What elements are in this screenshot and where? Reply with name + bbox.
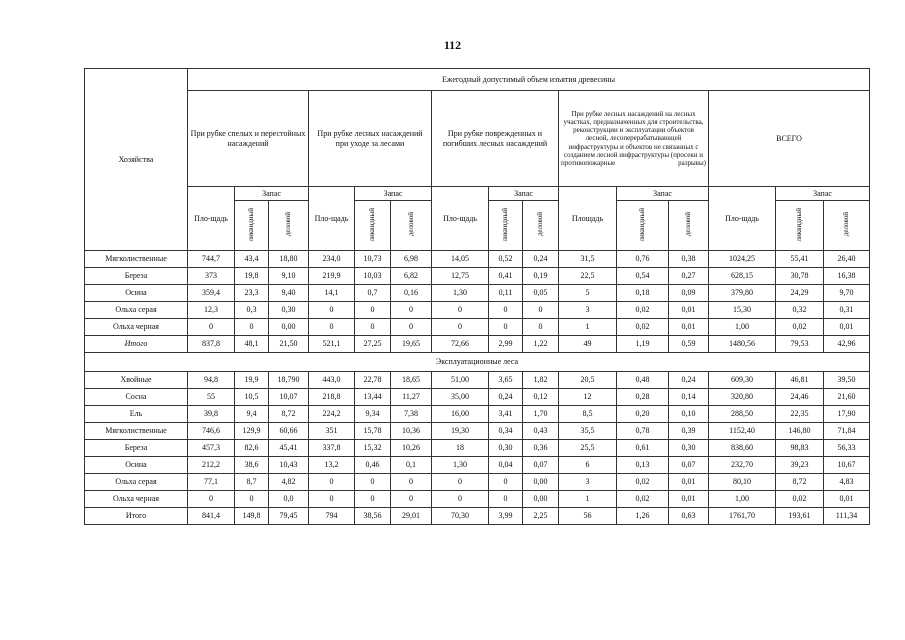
table-cell: 1,26: [617, 508, 669, 525]
table-cell: 0,01: [824, 491, 870, 508]
lower-section: [85, 372, 870, 525]
table-cell: 56,33: [824, 440, 870, 457]
table-cell: 320,80: [709, 389, 776, 406]
table-cell: 31,5: [559, 251, 617, 268]
table-cell: 0,12: [523, 389, 559, 406]
table-cell: 18,65: [391, 372, 432, 389]
table-cell: 373: [188, 268, 235, 285]
table-cell: 72,66: [432, 336, 489, 353]
table-row: [85, 423, 870, 440]
table-cell: 0,07: [669, 457, 709, 474]
row-label: Ольха черная: [85, 491, 188, 508]
table-cell: 0,11: [489, 285, 523, 302]
group-total-header: ВСЕГО: [709, 91, 870, 187]
table-cell: 0: [391, 491, 432, 508]
table-cell: 0,43: [523, 423, 559, 440]
area-header: Пло-щадь: [188, 187, 235, 251]
table-cell: 0,38: [669, 251, 709, 268]
table-cell: 0: [355, 302, 391, 319]
table-cell: 8,72: [776, 474, 824, 491]
table-cell: 29,01: [391, 508, 432, 525]
table-cell: 0,00: [269, 319, 309, 336]
table-cell: 3,99: [489, 508, 523, 525]
table-cell: 6,98: [391, 251, 432, 268]
table-cell: 0: [355, 474, 391, 491]
table-cell: 22,35: [776, 406, 824, 423]
stock-header: Запас: [355, 187, 432, 201]
table-cell: 10,07: [269, 389, 309, 406]
liquid-header: ликвидный: [235, 201, 269, 251]
table-cell: 46,81: [776, 372, 824, 389]
table-cell: 10,03: [355, 268, 391, 285]
table-cell: 10,36: [391, 423, 432, 440]
table-cell: 0: [188, 319, 235, 336]
table-cell: 0: [489, 302, 523, 319]
table-cell: 79,45: [269, 508, 309, 525]
area-header: Пло-щадь: [432, 187, 489, 251]
table-cell: 0,02: [776, 491, 824, 508]
table-cell: 1480,56: [709, 336, 776, 353]
table-cell: 77,1: [188, 474, 235, 491]
table-row: [85, 251, 870, 268]
row-label: Береза: [85, 268, 188, 285]
table-cell: 1761,70: [709, 508, 776, 525]
table-cell: 26,40: [824, 251, 870, 268]
total-row: [85, 508, 870, 525]
table-cell: 18: [432, 440, 489, 457]
table-cell: 0,13: [617, 457, 669, 474]
table-cell: 0,24: [489, 389, 523, 406]
table-cell: 1,22: [523, 336, 559, 353]
table-cell: 19,9: [235, 372, 269, 389]
table-cell: 14,05: [432, 251, 489, 268]
table-row: [85, 302, 870, 319]
table-row: [85, 406, 870, 423]
table-cell: 0,63: [669, 508, 709, 525]
table-cell: 744,7: [188, 251, 235, 268]
table-cell: 628,15: [709, 268, 776, 285]
business-header: деловой: [523, 201, 559, 251]
table-cell: 1,30: [432, 285, 489, 302]
table-cell: 0,24: [523, 251, 559, 268]
table-cell: 224,2: [309, 406, 355, 423]
table-cell: 12,3: [188, 302, 235, 319]
table-cell: 379,80: [709, 285, 776, 302]
table-cell: 0: [489, 491, 523, 508]
table-cell: 38,6: [235, 457, 269, 474]
table-cell: 79,53: [776, 336, 824, 353]
table-cell: 9,40: [269, 285, 309, 302]
row-label: Ольха серая: [85, 302, 188, 319]
table-cell: 10,26: [391, 440, 432, 457]
table-cell: 22,78: [355, 372, 391, 389]
table-cell: 0: [391, 302, 432, 319]
table-cell: 218,8: [309, 389, 355, 406]
table-cell: 13,2: [309, 457, 355, 474]
table-cell: 8,5: [559, 406, 617, 423]
table-cell: 0,01: [669, 319, 709, 336]
liquid-header: ликвидный: [489, 201, 523, 251]
table-cell: 0,09: [669, 285, 709, 302]
table-cell: 146,80: [776, 423, 824, 440]
table-cell: 24,29: [776, 285, 824, 302]
table-cell: 51,00: [432, 372, 489, 389]
table-row: [85, 268, 870, 285]
row-label: Ель: [85, 406, 188, 423]
table-cell: 609,30: [709, 372, 776, 389]
table-cell: 5: [559, 285, 617, 302]
table-cell: 0: [489, 319, 523, 336]
table-cell: 212,2: [188, 457, 235, 474]
table-cell: 234,0: [309, 251, 355, 268]
table-cell: 0,1: [391, 457, 432, 474]
table-cell: 3: [559, 474, 617, 491]
table-cell: 838,60: [709, 440, 776, 457]
table-cell: 15,32: [355, 440, 391, 457]
table-cell: 0,04: [489, 457, 523, 474]
table-cell: 0,01: [669, 474, 709, 491]
table-cell: 0: [309, 302, 355, 319]
table-cell: 0,16: [391, 285, 432, 302]
business-header: деловой: [269, 201, 309, 251]
table-cell: 1,70: [523, 406, 559, 423]
table-cell: 0: [355, 491, 391, 508]
table-cell: 0,02: [617, 474, 669, 491]
table-cell: 0,48: [617, 372, 669, 389]
area-header: Пло-щадь: [709, 187, 776, 251]
group-damaged-header: При рубке поврежденных и погибших лесных насаждений: [432, 91, 559, 187]
table-cell: 0,24: [669, 372, 709, 389]
group-infrastructure-header: При рубке лесных насаждений на лесных участках, предназначенных для строительства, реконструкции и эксплуатации объектов лесной, лесоперерабатывающей инфраструктуры и объектов не связанных с созданием лесной инфраструктуры (просеки и противопожарные разрывы): [559, 91, 709, 187]
section-title: Эксплуатационные леса: [85, 353, 870, 372]
table-cell: 10,5: [235, 389, 269, 406]
table-cell: 0: [432, 491, 489, 508]
table-cell: 4,83: [824, 474, 870, 491]
table-cell: 82,6: [235, 440, 269, 457]
row-label: Осина: [85, 457, 188, 474]
table-cell: 359,4: [188, 285, 235, 302]
table-cell: 0,18: [617, 285, 669, 302]
table-cell: 10,67: [824, 457, 870, 474]
table-cell: 30,78: [776, 268, 824, 285]
table-cell: 337,8: [309, 440, 355, 457]
table-cell: 17,90: [824, 406, 870, 423]
table-cell: 39,50: [824, 372, 870, 389]
table-cell: 0,32: [776, 302, 824, 319]
table-cell: 1: [559, 319, 617, 336]
table-cell: 0,7: [355, 285, 391, 302]
stock-header: Запас: [617, 187, 709, 201]
table-cell: 0,30: [269, 302, 309, 319]
stock-header: Запас: [235, 187, 309, 201]
table-cell: 0,0: [269, 491, 309, 508]
business-header: деловой: [669, 201, 709, 251]
table-cell: 6,82: [391, 268, 432, 285]
table-cell: 22,5: [559, 268, 617, 285]
table-cell: 9,10: [269, 268, 309, 285]
table-cell: 0,00: [523, 474, 559, 491]
table-cell: 0,01: [669, 302, 709, 319]
table-cell: 521,1: [309, 336, 355, 353]
table-cell: 1: [559, 491, 617, 508]
table-cell: 35,00: [432, 389, 489, 406]
table-cell: 19,65: [391, 336, 432, 353]
table-cell: 0: [309, 474, 355, 491]
table-cell: 8,72: [269, 406, 309, 423]
table-cell: 1,30: [432, 457, 489, 474]
table-cell: 38,56: [355, 508, 391, 525]
table-cell: 0,28: [617, 389, 669, 406]
table-cell: 60,66: [269, 423, 309, 440]
table-cell: 2,25: [523, 508, 559, 525]
table-cell: 0,19: [523, 268, 559, 285]
stock-header: Запас: [489, 187, 559, 201]
table-cell: 3,65: [489, 372, 523, 389]
table-row: [85, 285, 870, 302]
row-label: Хвойные: [85, 372, 188, 389]
table-cell: 1,00: [709, 319, 776, 336]
row-label: Мягколиственные: [85, 251, 188, 268]
table-cell: 12: [559, 389, 617, 406]
table-row: [85, 440, 870, 457]
liquid-header: ликвидный: [776, 201, 824, 251]
table-cell: 0,14: [669, 389, 709, 406]
farms-header: Хозяйства: [85, 69, 188, 251]
table-cell: 0: [235, 491, 269, 508]
table-cell: 232,70: [709, 457, 776, 474]
table-cell: 7,38: [391, 406, 432, 423]
table-cell: 70,30: [432, 508, 489, 525]
table-cell: 0,36: [523, 440, 559, 457]
timber-harvest-table: [84, 68, 870, 525]
table-cell: 794: [309, 508, 355, 525]
row-label: Сосна: [85, 389, 188, 406]
table-cell: 0,76: [617, 251, 669, 268]
table-cell: 0,3: [235, 302, 269, 319]
table-cell: 457,3: [188, 440, 235, 457]
table-cell: 149,8: [235, 508, 269, 525]
table-cell: 0,02: [617, 319, 669, 336]
table-cell: 0,54: [617, 268, 669, 285]
table-cell: 0,00: [523, 491, 559, 508]
table-cell: 9,34: [355, 406, 391, 423]
table-cell: 0,07: [523, 457, 559, 474]
table-cell: 21,60: [824, 389, 870, 406]
table-cell: 25,5: [559, 440, 617, 457]
table-cell: 0,02: [776, 319, 824, 336]
table-cell: 0,61: [617, 440, 669, 457]
row-label: Мягколиственные: [85, 423, 188, 440]
table-cell: 0,41: [489, 268, 523, 285]
page-number: 112: [443, 38, 462, 52]
business-header: деловой: [391, 201, 432, 251]
table-cell: 55: [188, 389, 235, 406]
table-cell: 56: [559, 508, 617, 525]
main-title: Ежегодный допустимый объем изъятия древесины: [188, 69, 870, 91]
table-cell: 8,7: [235, 474, 269, 491]
table-cell: 129,9: [235, 423, 269, 440]
table-row: [85, 474, 870, 491]
table-cell: 42,96: [824, 336, 870, 353]
table-cell: 0,59: [669, 336, 709, 353]
table-cell: 0: [355, 319, 391, 336]
table-cell: 20,5: [559, 372, 617, 389]
table-cell: 27,25: [355, 336, 391, 353]
table-cell: 98,83: [776, 440, 824, 457]
table-cell: 0,78: [617, 423, 669, 440]
table-cell: 23,3: [235, 285, 269, 302]
table-cell: 71,84: [824, 423, 870, 440]
table-cell: 80,10: [709, 474, 776, 491]
table-cell: 0: [523, 319, 559, 336]
table-row: [85, 372, 870, 389]
table-cell: 0: [309, 319, 355, 336]
table-cell: 45,41: [269, 440, 309, 457]
table-cell: 24,46: [776, 389, 824, 406]
table-cell: 3,41: [489, 406, 523, 423]
table-cell: 193,61: [776, 508, 824, 525]
table-cell: 1,82: [523, 372, 559, 389]
table-cell: 0,30: [669, 440, 709, 457]
table-cell: 0,10: [669, 406, 709, 423]
table-cell: 9,70: [824, 285, 870, 302]
business-header: деловой: [824, 201, 870, 251]
table-cell: 35,5: [559, 423, 617, 440]
table-cell: 443,0: [309, 372, 355, 389]
row-label: Ольха черная: [85, 319, 188, 336]
table-cell: 1152,40: [709, 423, 776, 440]
table-cell: 219,9: [309, 268, 355, 285]
table-cell: 10,43: [269, 457, 309, 474]
table-cell: 0,34: [489, 423, 523, 440]
table-cell: 0,52: [489, 251, 523, 268]
liquid-header: ликвидный: [617, 201, 669, 251]
table-cell: 0,02: [617, 491, 669, 508]
table-cell: 16,38: [824, 268, 870, 285]
table-row: [85, 389, 870, 406]
row-label: Ольха серая: [85, 474, 188, 491]
table-cell: 351: [309, 423, 355, 440]
table-cell: 0,01: [824, 319, 870, 336]
table-cell: 43,4: [235, 251, 269, 268]
table-cell: 48,1: [235, 336, 269, 353]
row-label: Береза: [85, 440, 188, 457]
table-cell: 0,20: [617, 406, 669, 423]
table-cell: 0: [391, 474, 432, 491]
table-cell: 0: [391, 319, 432, 336]
table-cell: 1,00: [709, 491, 776, 508]
liquid-header: ликвидный: [355, 201, 391, 251]
table-cell: 0: [523, 302, 559, 319]
table-cell: 13,44: [355, 389, 391, 406]
table-cell: 0: [489, 474, 523, 491]
row-label: Итого: [85, 336, 188, 353]
upper-section: [85, 251, 870, 353]
table-cell: 0: [235, 319, 269, 336]
row-label: Итого: [85, 508, 188, 525]
table-cell: 15,30: [709, 302, 776, 319]
table-cell: 18,80: [269, 251, 309, 268]
group-mature-header: При рубке спелых и перестойных насаждений: [188, 91, 309, 187]
row-label: Осина: [85, 285, 188, 302]
table-cell: 39,8: [188, 406, 235, 423]
section-divider: [85, 353, 870, 372]
table-cell: 55,41: [776, 251, 824, 268]
table-cell: 19,30: [432, 423, 489, 440]
table-cell: 0: [309, 491, 355, 508]
stock-header: Запас: [776, 187, 870, 201]
table-cell: 0,27: [669, 268, 709, 285]
table-cell: 21,50: [269, 336, 309, 353]
table-cell: 0,46: [355, 457, 391, 474]
table-cell: 0: [188, 491, 235, 508]
table-cell: 837,8: [188, 336, 235, 353]
area-header: Площадь: [559, 187, 617, 251]
table-row: [85, 319, 870, 336]
table-cell: 0,01: [669, 491, 709, 508]
table-cell: 0: [432, 474, 489, 491]
table-header: [85, 69, 870, 251]
table-cell: 39,23: [776, 457, 824, 474]
table-cell: 10,73: [355, 251, 391, 268]
table-cell: 0,31: [824, 302, 870, 319]
table-cell: 746,6: [188, 423, 235, 440]
table-cell: 111,34: [824, 508, 870, 525]
table-cell: 288,50: [709, 406, 776, 423]
group-thinning-header: При рубке лесных насаждений при уходе за лесами: [309, 91, 432, 187]
area-header: Пло-щадь: [309, 187, 355, 251]
table-cell: 15,78: [355, 423, 391, 440]
table-cell: 0,39: [669, 423, 709, 440]
table-cell: 6: [559, 457, 617, 474]
table-cell: 841,4: [188, 508, 235, 525]
table-cell: 18,790: [269, 372, 309, 389]
table-cell: 49: [559, 336, 617, 353]
table-cell: 16,00: [432, 406, 489, 423]
table-cell: 9,4: [235, 406, 269, 423]
table-cell: 0,02: [617, 302, 669, 319]
table-cell: 94,8: [188, 372, 235, 389]
table-cell: 2,99: [489, 336, 523, 353]
table-cell: 19,8: [235, 268, 269, 285]
table-row: [85, 457, 870, 474]
table-cell: 1024,25: [709, 251, 776, 268]
table-cell: 11,27: [391, 389, 432, 406]
table-cell: 1,19: [617, 336, 669, 353]
table-cell: 14,1: [309, 285, 355, 302]
table-cell: 4,82: [269, 474, 309, 491]
table-cell: 0,05: [523, 285, 559, 302]
table-cell: 0: [432, 302, 489, 319]
table-cell: 3: [559, 302, 617, 319]
table-row: [85, 491, 870, 508]
table-cell: 0,30: [489, 440, 523, 457]
table-cell: 0: [432, 319, 489, 336]
table-cell: 12,75: [432, 268, 489, 285]
total-row: [85, 336, 870, 353]
